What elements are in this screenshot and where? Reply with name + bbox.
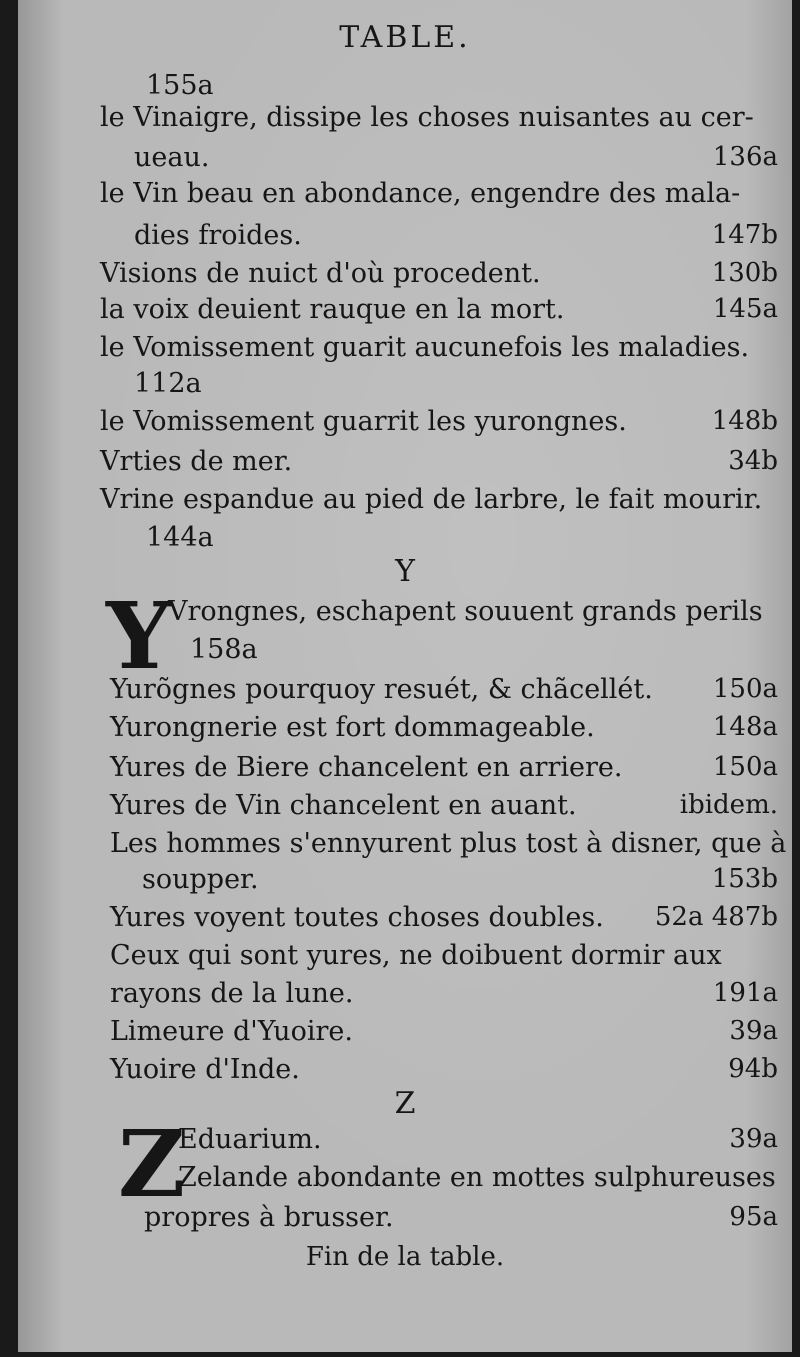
entry-ref: 191a [712, 978, 778, 1008]
entry-ref: 150a [712, 752, 778, 782]
entry-ref: 145a [712, 294, 778, 324]
end-of-table-text: Fin de la table. [305, 1242, 505, 1272]
entry-text: ueau. [134, 142, 210, 173]
entry-text: propres à brusser. [144, 1202, 394, 1233]
entry-text: Yurongnerie est fort dommageable. [110, 712, 595, 743]
section-heading-z: Z [394, 1086, 416, 1121]
entry-text: Limeure d'Yuoire. [110, 1016, 353, 1047]
entry-ref: 158a [190, 634, 258, 665]
entry-text: Vrine espandue au pied de larbre, le fait mourir. [100, 484, 763, 515]
entry-text: le Vomissement guarit aucunefois les maladies. [100, 332, 750, 363]
entry-ref: 34b [728, 446, 778, 476]
entry-text: rayons de la lune. [110, 978, 354, 1009]
entry-text: Yuoire d'Inde. [110, 1054, 300, 1085]
entry-ref: 130b [711, 258, 778, 288]
entry-text: Vrongnes, eschapent souuent grands perils [168, 596, 763, 627]
entry-text: Yures de Vin chancelent en auant. [110, 790, 577, 821]
entry-ref: 39a [729, 1016, 778, 1046]
entry-text: soupper. [142, 864, 259, 895]
entry-text: le Vinaigre, dissipe les choses nuisantes au cer- [100, 102, 754, 133]
entry-ref: 153b [711, 864, 778, 894]
section-heading-y: Y [395, 554, 415, 589]
entry-text: le Vin beau en abondance, engendre des mala- [100, 178, 741, 209]
entry-text: 112a [134, 368, 202, 399]
entry-ref: 147b [711, 220, 778, 250]
drop-cap-y: Y [106, 582, 172, 690]
entry-text: 155a [146, 70, 214, 101]
entry-text: la voix deuient rauque en la mort. [100, 294, 565, 325]
book-page [18, 0, 792, 1352]
entry-ref: 94b [728, 1054, 778, 1084]
entry-ref: 39a [729, 1124, 778, 1154]
entry-text: 144a [146, 522, 214, 553]
entry-text: Visions de nuict d'où procedent. [100, 258, 541, 289]
entry-ref: 148a [712, 712, 778, 742]
entry-ref: 52a 487b [654, 902, 778, 932]
entry-ref: 136a [712, 142, 778, 172]
drop-cap-z: Z [118, 1110, 186, 1218]
entry-text: Ceux qui sont yures, ne doibuent dormir aux [110, 940, 722, 971]
page-header: TABLE. [339, 20, 471, 55]
entry-ref: 148b [711, 406, 778, 436]
entry-ref: ibidem. [679, 790, 778, 820]
entry-text: Yures de Biere chancelent en arriere. [110, 752, 623, 783]
entry-ref: 150a [712, 674, 778, 704]
entry-text: Les hommes s'ennyurent plus tost à disner, que à [110, 828, 787, 859]
entry-ref: 95a [729, 1202, 778, 1232]
entry-text: Yures voyent toutes choses doubles. [110, 902, 604, 933]
entry-text: le Vomissement guarrit les yurongnes. [100, 406, 627, 437]
entry-text: Yurõgnes pourquoy resuét, & chãcellét. [110, 674, 653, 705]
entry-text: Zelande abondante en mottes sulphureuses [178, 1162, 776, 1193]
entry-text: Eduarium. [178, 1124, 322, 1155]
entry-text: Vrties de mer. [100, 446, 293, 477]
entry-text: dies froides. [134, 220, 302, 251]
